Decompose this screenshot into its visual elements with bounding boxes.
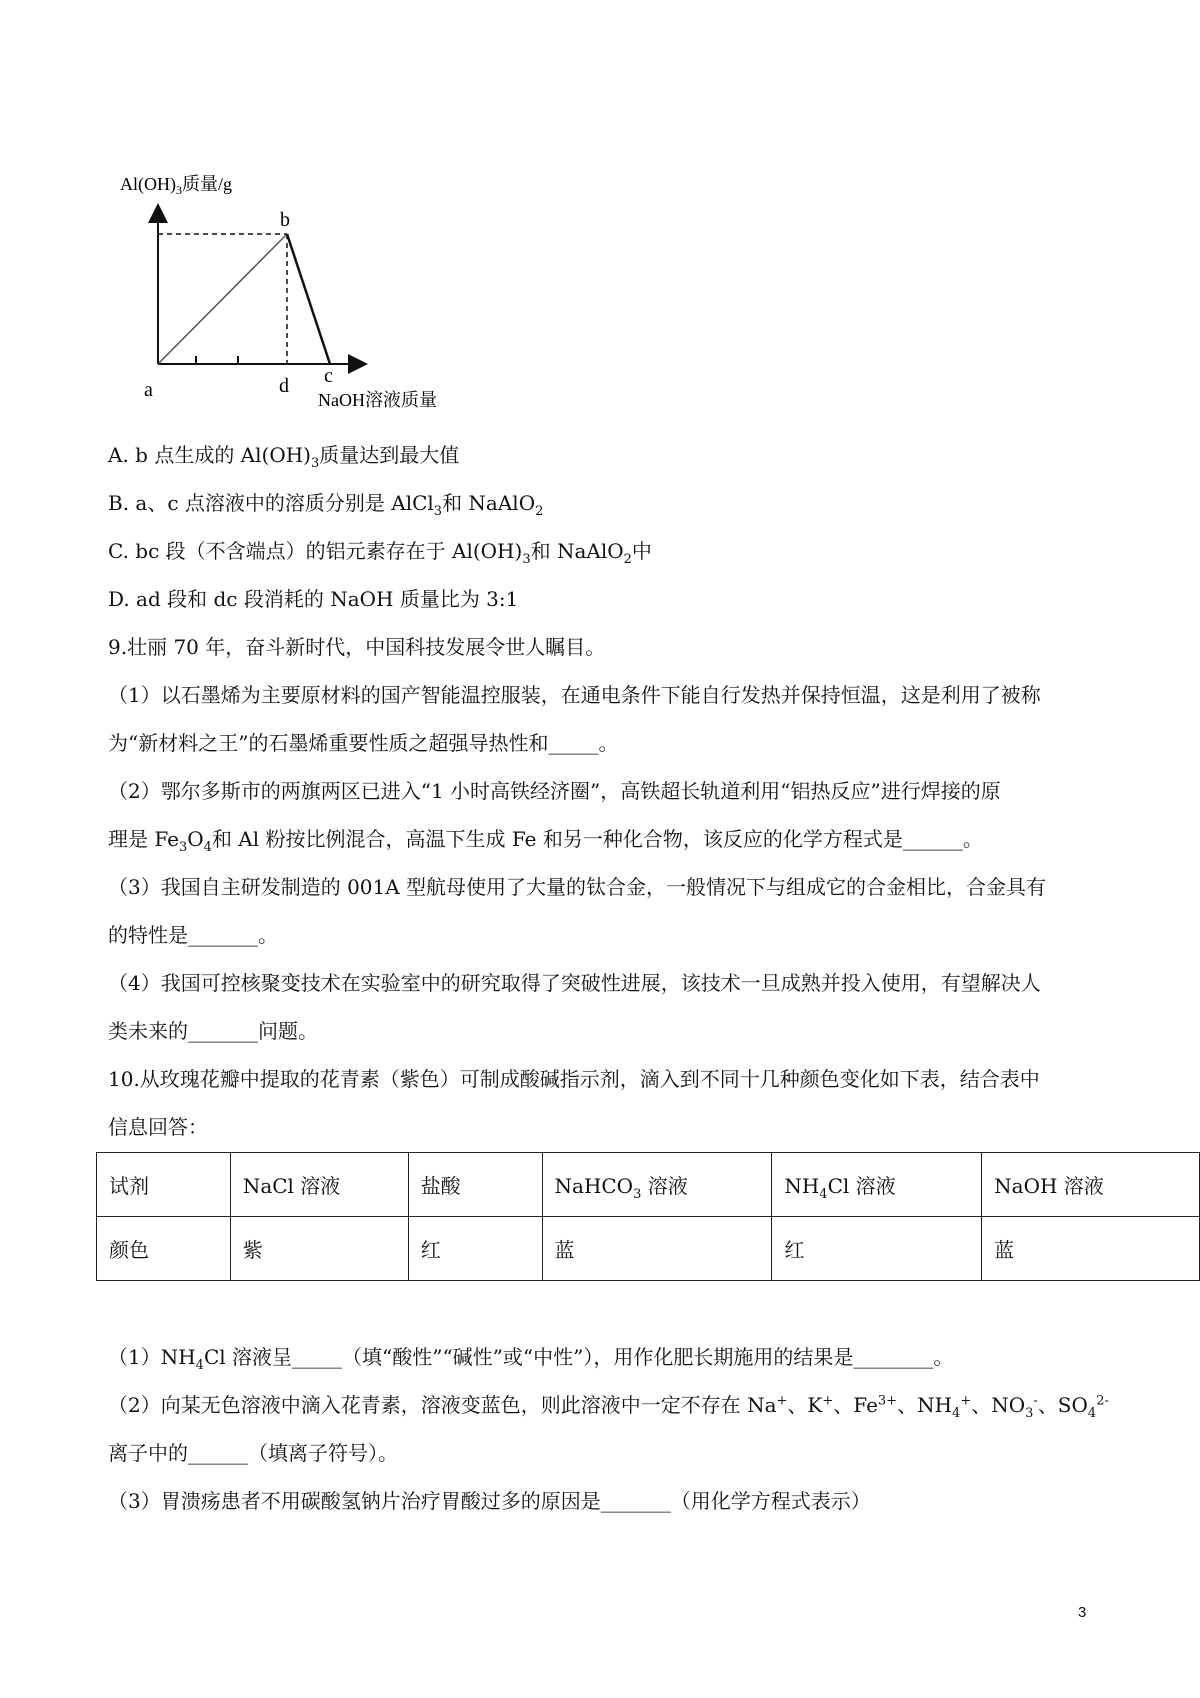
question-9-part-3-line-2: 的特性是_______。 <box>108 923 278 947</box>
question-10-title-line-1: 10.从玫瑰花瓣中提取的花青素（紫色）可制成酸碱指示剂，滴入到不同十几种颜色变化如下表，结合表中 <box>108 1067 1040 1091</box>
table-cell: 试剂 <box>97 1153 231 1217</box>
chart-point-label-b: b <box>280 209 290 231</box>
question-9-part-2-line-2: 理是 $Fe_3O_4$和 Al 粉按比例混合，高温下生成 Fe 和另一种化合物，该反应的化学方程式是______。 <box>108 827 983 855</box>
aluminum-hydroxide-chart <box>108 168 468 418</box>
option-a: A. b 点生成的 $Al(OH)_3$质量达到最大值 <box>108 443 460 471</box>
question-9-part-2-line-1: （2）鄂尔多斯市的两旗两区已进入“1 小时高铁经济圈”，高铁超长轨道利用“铝热反应”进行焊接的原 <box>108 779 1001 803</box>
table-cell: NaCl 溶液 <box>230 1153 408 1217</box>
question-10-part-1: $(1)NH_4Cl$ 溶液呈_____（填“酸性”“碱性”或“中性”），用作化肥长期施用的结果是________。 <box>108 1345 954 1373</box>
question-9-title: 9.壮丽 70 年，奋斗新时代，中国科技发展令世人瞩目。 <box>108 635 606 659</box>
chart-series-fall <box>287 234 330 364</box>
table-cell: 紫 <box>230 1217 408 1281</box>
table-cell: 蓝 <box>982 1217 1200 1281</box>
page-number: 3 <box>1078 1604 1087 1621</box>
chart-y-label: $Al(OH)_3$质量/g <box>120 174 233 197</box>
chart-x-label: NaOH溶液质量 <box>318 390 437 410</box>
table-row <box>97 1217 1200 1281</box>
question-10-part-2-line-2: 离子中的______（填离子符号）。 <box>108 1441 398 1465</box>
table-cell: $NH_4Cl$ 溶液 <box>772 1153 982 1217</box>
question-9-part-1-line-1: （1）以石墨烯为主要原材料的国产智能温控服装，在通电条件下能自行发热并保持恒温，这是利用了被称 <box>108 683 1041 707</box>
table-cell: 红 <box>408 1217 542 1281</box>
option-b: B. a、c 点溶液中的溶质分别是 AlCl$_3$和 NaAlO$_2$ <box>108 491 544 519</box>
question-9-part-4-line-2: 类未来的_______问题。 <box>108 1019 318 1043</box>
chart-point-label-d: d <box>279 375 289 397</box>
question-9-part-1-line-2: 为“新材料之王”的石墨烯重要性质之超强导热性和_____。 <box>108 731 619 755</box>
table-cell: NaHCO$_3$ 溶液 <box>542 1153 772 1217</box>
question-10-part-2-line-1: （2）向某无色溶液中滴入花青素，溶液变蓝色，则此溶液中一定不存在 Na+、K+、$Fe^{3+}$、$NH_4^+$、$NO_3^-$、$SO_4^{2-}$ <box>108 1393 1109 1421</box>
table-cell: NaOH 溶液 <box>982 1153 1200 1217</box>
question-9-part-4-line-1: （4）我国可控核聚变技术在实验室中的研究取得了突破性进展，该技术一旦成熟并投入使用，有望解决人 <box>108 971 1041 995</box>
table-cell: 盐酸 <box>408 1153 542 1217</box>
table-cell: 红 <box>772 1217 982 1281</box>
table-cell: 蓝 <box>542 1217 772 1281</box>
option-c: C. bc 段（不含端点）的铝元素存在于 $Al(OH)_3$和 NaAlO$_2$中 <box>108 539 652 567</box>
question-9-part-3-line-1: （3）我国自主研发制造的 001A 型航母使用了大量的钛合金，一般情况下与组成它的合金相比，合金具有 <box>108 875 1047 899</box>
table-row <box>97 1153 1200 1217</box>
option-d: D. ad 段和 dc 段消耗的 NaOH 质量比为 3:1 <box>108 587 519 611</box>
question-10-part-3: （3）胃溃疡患者不用碳酸氢钠片治疗胃酸过多的原因是_______（用化学方程式表示） <box>108 1489 871 1513</box>
indicator-color-table <box>96 1152 1200 1281</box>
chart-point-label-c: c <box>324 365 333 387</box>
chart-series-rise <box>158 234 287 364</box>
table-cell: 颜色 <box>97 1217 231 1281</box>
question-10-title-line-2: 信息回答： <box>108 1115 208 1139</box>
chart-point-label-a: a <box>144 379 153 401</box>
